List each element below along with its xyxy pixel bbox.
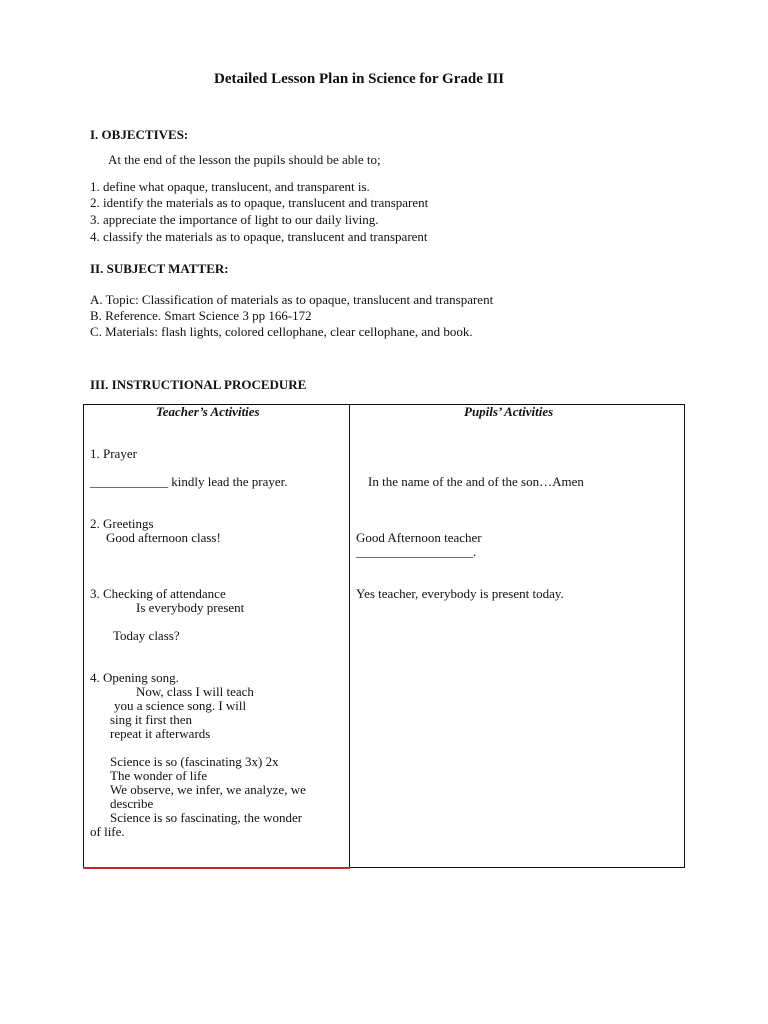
- pupils-prayer-reply: In the name of the and of the son…Amen: [368, 474, 584, 489]
- song-lyric-line-3: We observe, we infer, we analyze, we: [110, 782, 306, 797]
- objective-item-4: 4. classify the materials as to opaque, translucent and transparent: [90, 229, 428, 244]
- teacher-song-label: 4. Opening song.: [90, 670, 179, 685]
- objective-item-2: 2. identify the materials as to opaque, translucent and transparent: [90, 195, 429, 210]
- subject-item-reference: B. Reference. Smart Science 3 pp 166-172: [90, 308, 312, 323]
- procedure-heading: III. INSTRUCTIONAL PROCEDURE: [90, 377, 307, 392]
- song-lyric-line-5: Science is so fascinating, the wonder: [110, 810, 303, 825]
- teacher-attendance-line: Is everybody present: [136, 600, 245, 615]
- teacher-greetings-label: 2. Greetings: [90, 516, 154, 531]
- teacher-attendance-label: 3. Checking of attendance: [90, 586, 226, 601]
- page-title: Detailed Lesson Plan in Science for Grade III: [214, 71, 505, 87]
- song-lyric-line-1: Science is so (fascinating 3x) 2x: [110, 754, 279, 769]
- table-column-divider: [349, 404, 350, 868]
- objectives-intro: At the end of the lesson the pupils should be able to;: [108, 152, 381, 167]
- table-red-underline: [83, 867, 350, 869]
- subject-item-materials: C. Materials: flash lights, colored cellophane, clear cellophane, and book.: [90, 324, 473, 339]
- teacher-song-line-2: you a science song. I will: [114, 698, 247, 713]
- objective-item-3: 3. appreciate the importance of light to our daily living.: [90, 212, 379, 227]
- pupils-greetings-reply: Good Afternoon teacher: [356, 530, 482, 545]
- song-lyric-line-4: describe: [110, 796, 154, 811]
- objectives-heading: I. OBJECTIVES:: [90, 127, 189, 142]
- subject-item-topic: A. Topic: Classification of materials as to opaque, translucent and transparent: [90, 292, 494, 307]
- teacher-prayer-label: 1. Prayer: [90, 446, 137, 461]
- song-lyric-line-6: of life.: [90, 824, 125, 839]
- teacher-activities-header: Teacher’s Activities: [156, 404, 260, 419]
- subject-heading: II. SUBJECT MATTER:: [90, 261, 229, 276]
- pupils-greetings-blank: __________________.: [356, 544, 477, 559]
- objective-item-1: 1. define what opaque, translucent, and transparent is.: [90, 179, 370, 194]
- teacher-prayer-line: ____________ kindly lead the prayer.: [90, 474, 288, 489]
- song-lyric-line-2: The wonder of life: [110, 768, 208, 783]
- teacher-greetings-line: Good afternoon class!: [106, 530, 221, 545]
- pupils-activities-header: Pupils’ Activities: [464, 404, 554, 419]
- teacher-song-line-4: repeat it afterwards: [110, 726, 211, 741]
- teacher-attendance-today: Today class?: [113, 628, 180, 643]
- teacher-song-line-3: sing it first then: [110, 712, 192, 727]
- pupils-attendance-reply: Yes teacher, everybody is present today.: [356, 586, 564, 601]
- teacher-song-line-1: Now, class I will teach: [136, 684, 254, 699]
